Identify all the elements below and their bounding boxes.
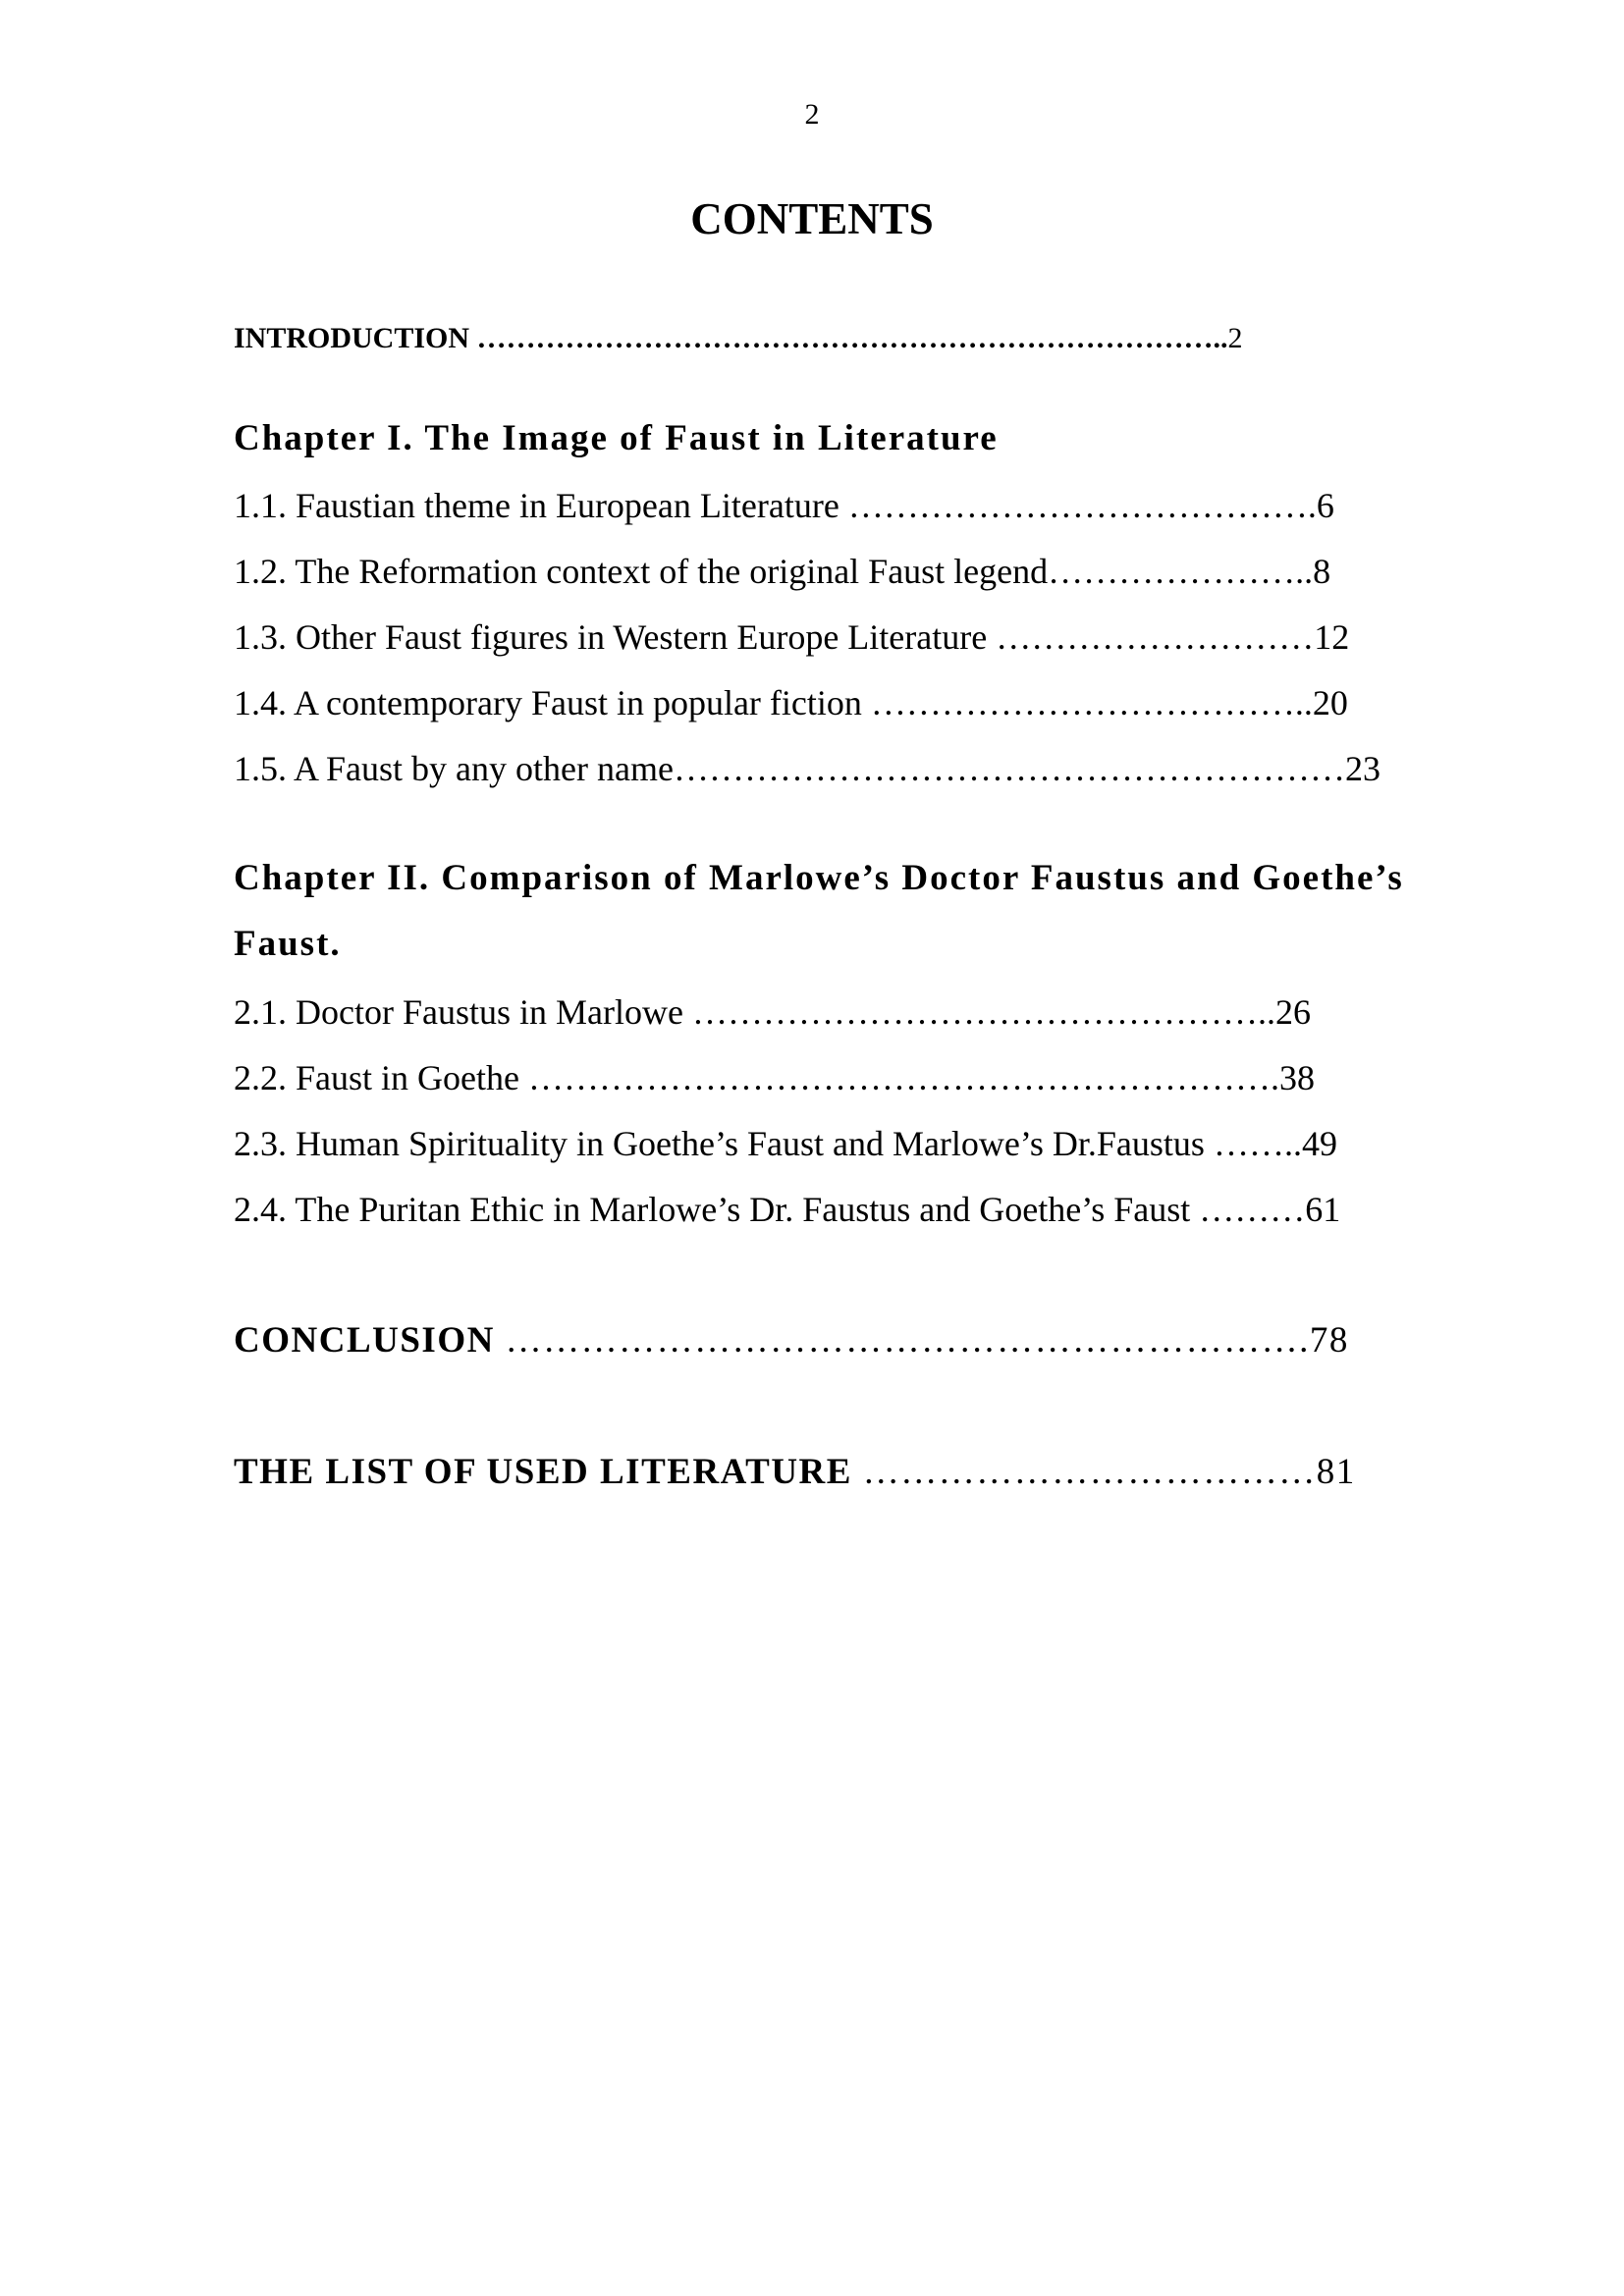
toc-entry-page: 12 [1314, 617, 1350, 657]
toc-entry-dots: ………………………………………………… [673, 749, 1345, 788]
toc-entry-2-1[interactable] [234, 994, 1311, 1030]
toc-entry-label: 1.4. A contemporary Faust in popular fiction [234, 683, 871, 722]
toc-entry-label: 2.2. Faust in Goethe [234, 1058, 528, 1097]
chapter-1-heading[interactable]: Chapter I. The Image of Faust in Literature [234, 418, 999, 458]
page-number: 2 [804, 98, 820, 131]
toc-entry-dots: ………………………………………………………. [505, 1320, 1310, 1361]
toc-entry-page: 6 [1316, 486, 1334, 525]
toc-entry-label: 1.3. Other Faust figures in Western Europe Literature [234, 617, 997, 657]
toc-entry-page: 49 [1301, 1124, 1337, 1163]
toc-entry-dots: ……… [1199, 1190, 1306, 1229]
toc-entry-page: 61 [1305, 1190, 1341, 1229]
toc-entry-1-3[interactable] [234, 619, 1349, 655]
toc-entry-page: 2 [1227, 322, 1243, 354]
toc-entry-1-5[interactable] [234, 751, 1380, 786]
toc-entry-label: 2.4. The Puritan Ethic in Marlowe’s Dr. Faustus and Goethe’s Faust [234, 1190, 1200, 1229]
toc-entry-dots: ………………….. [1048, 552, 1314, 591]
toc-entry-page: 20 [1312, 683, 1348, 722]
toc-entry-page: 78 [1309, 1320, 1349, 1361]
toc-entry-dots: ……………………… [996, 617, 1315, 657]
toc-entry-page: 8 [1313, 552, 1331, 591]
toc-entry-2-4[interactable] [234, 1192, 1340, 1227]
toc-entry-2-3[interactable] [234, 1126, 1337, 1161]
toc-entry-dots: ………………………………………………………. [527, 1058, 1279, 1097]
toc-entry-dots: …………………………………. [847, 486, 1317, 525]
toc-entry-1-1[interactable] [234, 488, 1334, 523]
toc-entry-label: CONCLUSION [234, 1320, 506, 1361]
toc-entry-label: 1.2. The Reformation context of the original Faust legend [234, 552, 1049, 591]
toc-entry-2-2[interactable] [234, 1060, 1315, 1095]
toc-entry-1-4[interactable] [234, 685, 1348, 721]
toc-entry-label: 2.3. Human Spirituality in Goethe’s Faust and Marlowe’s Dr.Faustus [234, 1124, 1214, 1163]
toc-entry-label: INTRODUCTION [234, 322, 477, 354]
toc-entry-label: 2.1. Doctor Faustus in Marlowe [234, 992, 692, 1032]
toc-entry-1-2[interactable] [234, 554, 1330, 589]
toc-entry-conclusion[interactable] [234, 1322, 1349, 1359]
toc-entry-introduction[interactable] [234, 324, 1243, 353]
toc-entry-used-literature[interactable] [234, 1454, 1356, 1490]
chapter-2-heading-line-2[interactable]: Faust. [234, 924, 342, 964]
toc-entry-dots: …….. [1213, 1124, 1302, 1163]
toc-entry-dots: ……………………………… [862, 1452, 1317, 1492]
toc-entry-dots: ……………………………….. [870, 683, 1313, 722]
toc-entry-label: 1.1. Faustian theme in European Literature [234, 486, 848, 525]
page-title: CONTENTS [690, 194, 934, 243]
toc-entry-label: THE LIST OF USED LITERATURE [234, 1452, 863, 1492]
toc-entry-dots: ………………………………………….. [691, 992, 1275, 1032]
toc-entry-page: 23 [1344, 749, 1380, 788]
toc-entry-page: 81 [1316, 1452, 1356, 1492]
toc-entry-dots: ………………………………………………………………….. [476, 322, 1228, 354]
toc-entry-page: 26 [1274, 992, 1311, 1032]
toc-entry-page: 38 [1278, 1058, 1315, 1097]
chapter-2-heading-line-1[interactable]: Chapter II. Comparison of Marlowe’s Doctor Faustus and Goethe’s [234, 858, 1404, 898]
toc-entry-label: 1.5. A Faust by any other name [234, 749, 674, 788]
